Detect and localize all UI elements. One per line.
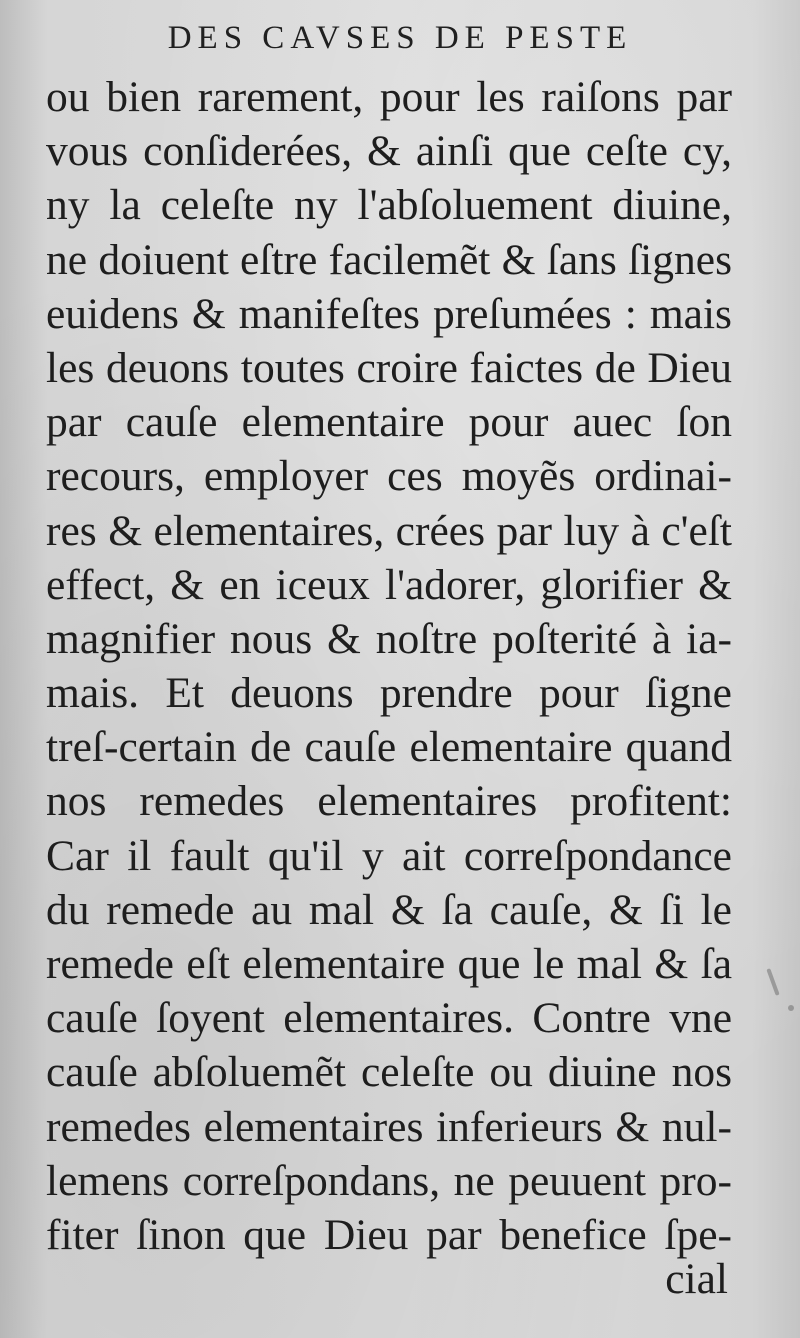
text-line: les deuons toutes croire faictes de Dieu [46,343,732,392]
catchword: cial [665,1255,728,1303]
text-line: remedes elementaires inferieurs & nul- [46,1102,732,1151]
text-line: recours, employer ces moyẽs ordinai- [46,452,732,501]
ink-speck [766,968,779,996]
text-line: Car il fault qu'il y ait correſpondance [46,831,732,880]
text-line: effect, & en iceux l'adorer, glorifier & [46,560,732,609]
text-line: cauſe ſoyent elementaires. Contre vne [46,994,732,1043]
text-line: res & elementaires, crées par luy à c'eſt [46,506,732,555]
text-line: treſ-certain de cauſe elementaire quand [46,723,732,772]
text-block [46,70,732,1262]
text-line: mais. Et deuons prendre pour ſigne [46,669,732,718]
text-line: euidens & manifeſtes preſumées : mais [46,289,732,338]
text-line: lemens correſpondans, ne peuuent pro- [46,1156,732,1205]
text-line: ny la celeſte ny l'abſoluement diuine, [46,181,732,230]
text-line: ou bien rarement, pour les raiſons par [46,73,732,121]
text-line: vous conſiderées, & ainſi que ceſte cy, [46,127,732,176]
text-line: par cauſe elementaire pour auec ſon [46,398,732,447]
ink-speck [788,1005,794,1011]
text-line: magnifier nous & noſtre poſterité à ia- [46,614,732,663]
text-line: nos remedes elementaires profitent: [46,777,732,826]
text-line: fiter ſinon que Dieu par benefice ſpe- [46,1210,732,1259]
text-line: cauſe abſoluemẽt celeſte ou diuine nos [46,1048,732,1097]
text-line: ne doiuent eſtre facilemẽt & ſans ſignes [46,235,732,284]
text-line: du remede au mal & ſa cauſe, & ſi le [46,885,732,934]
text-line: remede eſt elementaire que le mal & ſa [46,940,732,988]
running-head: DES CAVSES DE PESTE [167,20,633,56]
